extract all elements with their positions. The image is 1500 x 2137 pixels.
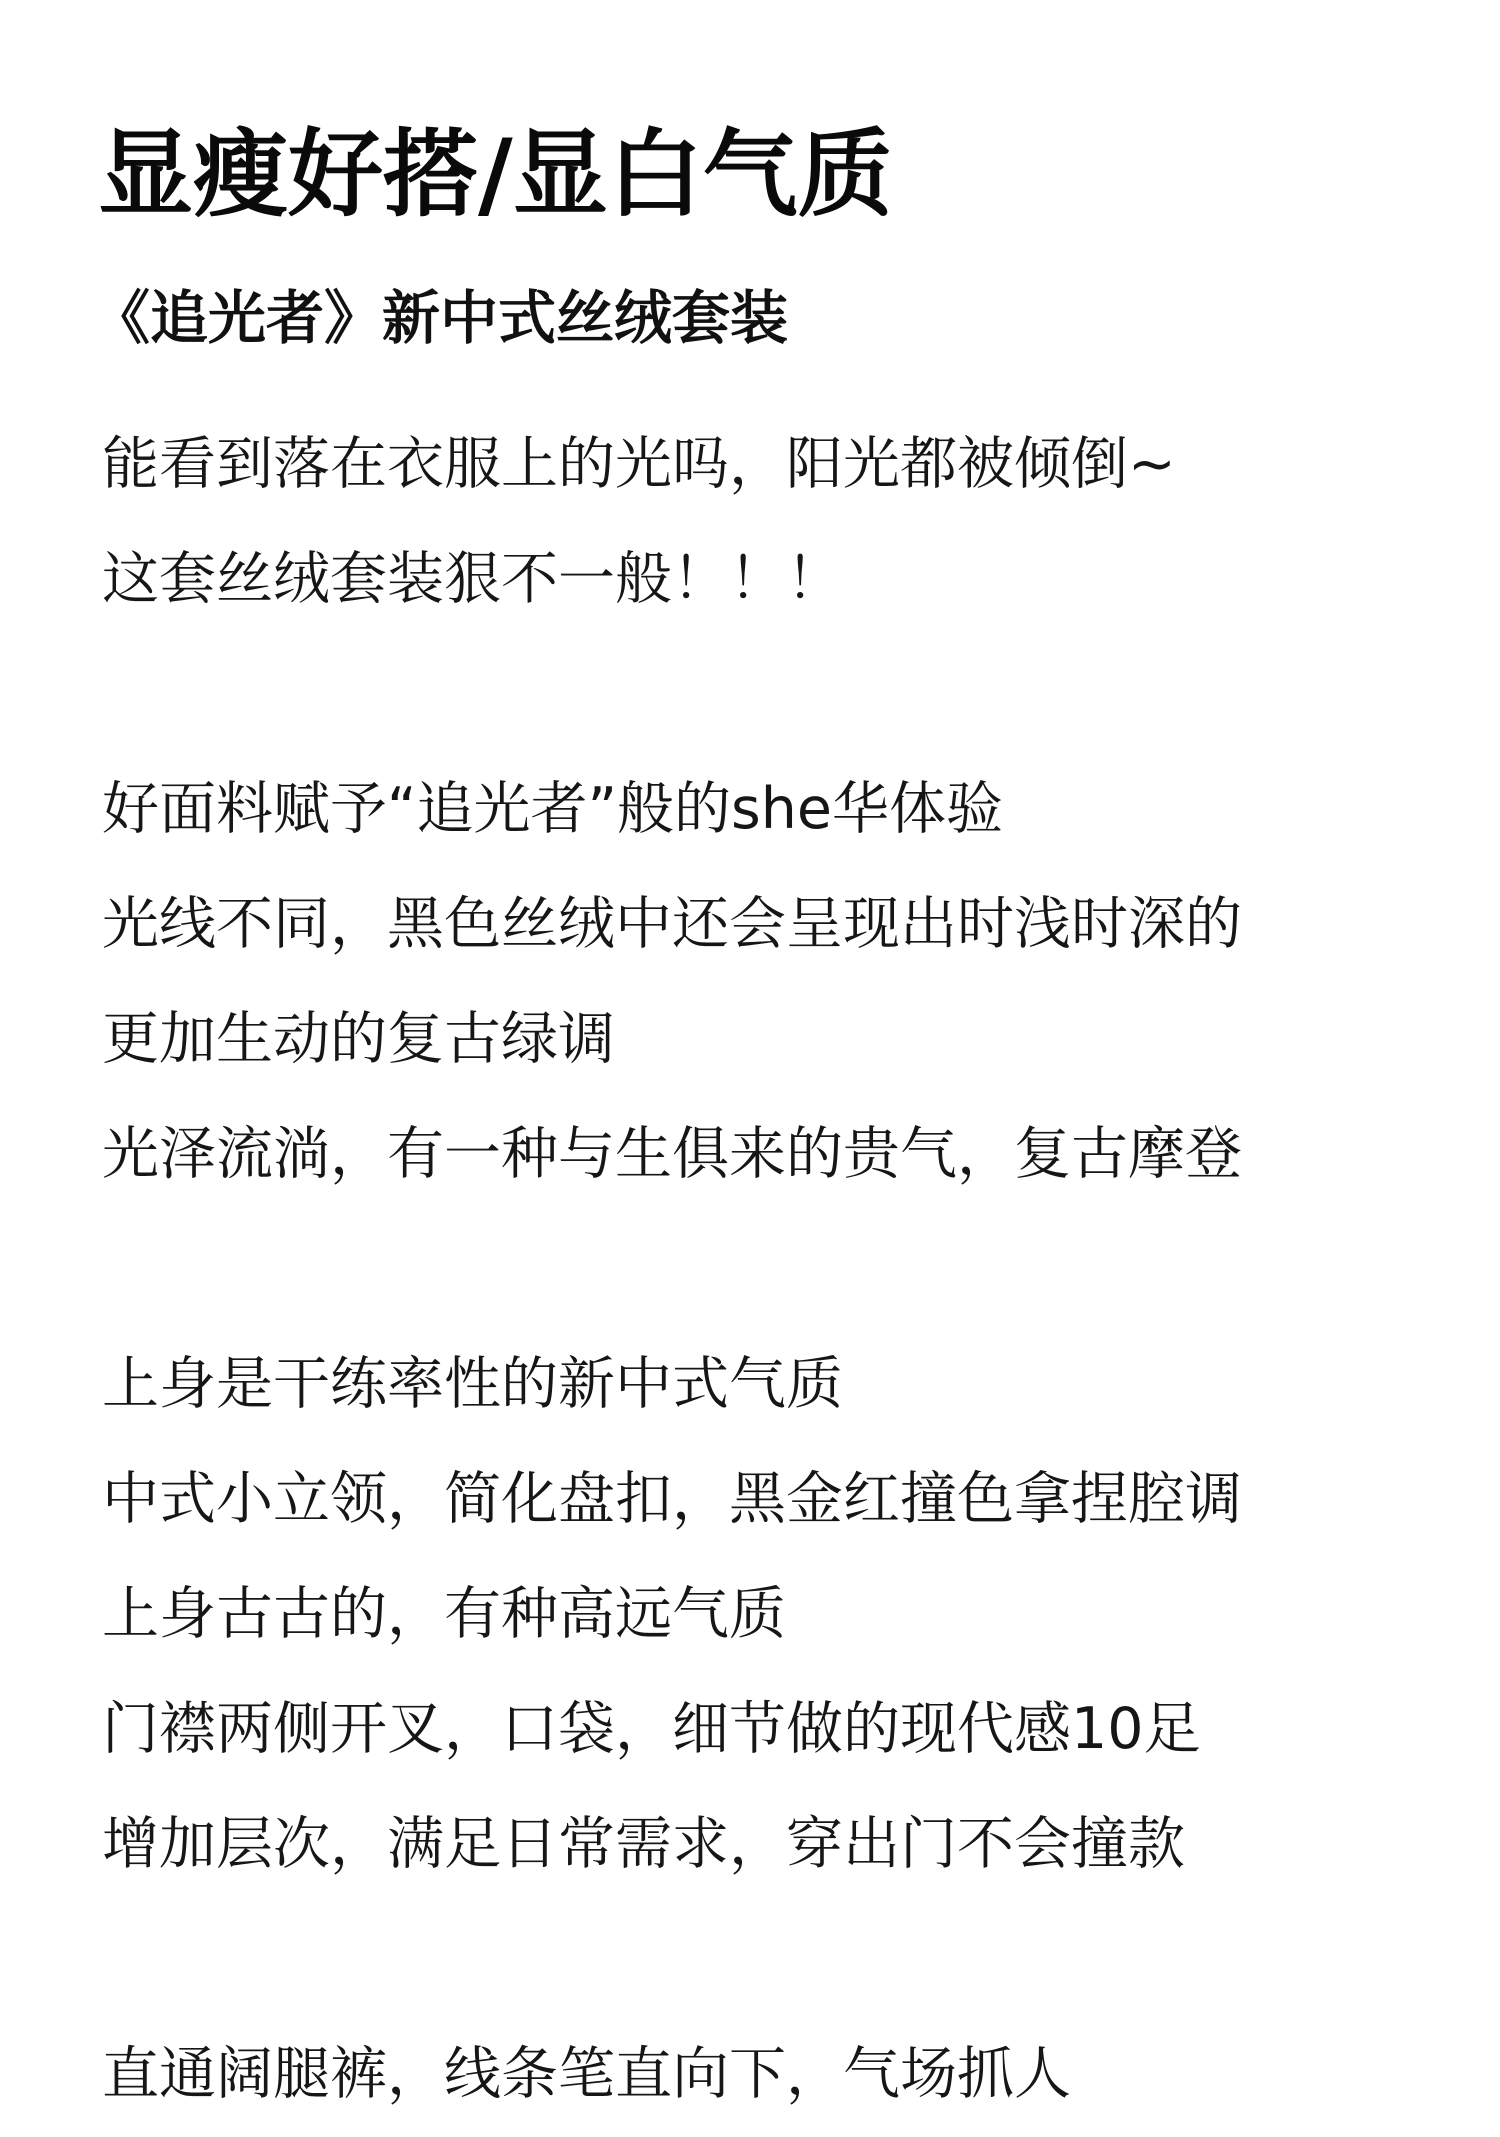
body-line: 能看到落在衣服上的光吗，阳光都被倾倒~ [102, 431, 1176, 497]
body-line: 更加生动的复古绿调 [102, 1006, 615, 1072]
body-line: 直通阔腿裤，线条笔直向下，气场抓人 [102, 2041, 1071, 2107]
body-line: 好面料赋予“追光者”般的she华体验 [102, 776, 1003, 842]
body-line: 上身是干练率性的新中式气质 [102, 1351, 843, 1417]
subtitle: 《追光者》新中式丝绒套装 [92, 284, 789, 352]
body-line: 增加层次，满足日常需求，穿出门不会撞款 [102, 1811, 1185, 1877]
body-line: 光泽流淌，有一种与生俱来的贵气，复古摩登 [102, 1121, 1242, 1187]
paragraph-1 [102, 407, 1402, 637]
body-line: 这套丝绒套装狠不一般！！！ [102, 546, 843, 612]
body-text [102, 407, 1402, 2132]
paragraph-spacer [102, 1212, 1402, 1327]
paragraph-spacer [102, 1902, 1402, 2017]
paragraph-2 [102, 752, 1402, 1212]
page-title: 显瘦好搭/显白气质 [98, 120, 893, 230]
paragraph-4 [102, 2017, 1402, 2132]
body-line: 中式小立领，简化盘扣，黑金红撞色拿捏腔调 [102, 1466, 1242, 1532]
paragraph-3 [102, 1327, 1402, 1902]
body-line: 光线不同，黑色丝绒中还会呈现出时浅时深的 [102, 891, 1242, 957]
paragraph-spacer [102, 637, 1402, 752]
body-line: 门襟两侧开叉，口袋，细节做的现代感10足 [102, 1696, 1201, 1762]
body-line: 上身古古的，有种高远气质 [102, 1581, 786, 1647]
